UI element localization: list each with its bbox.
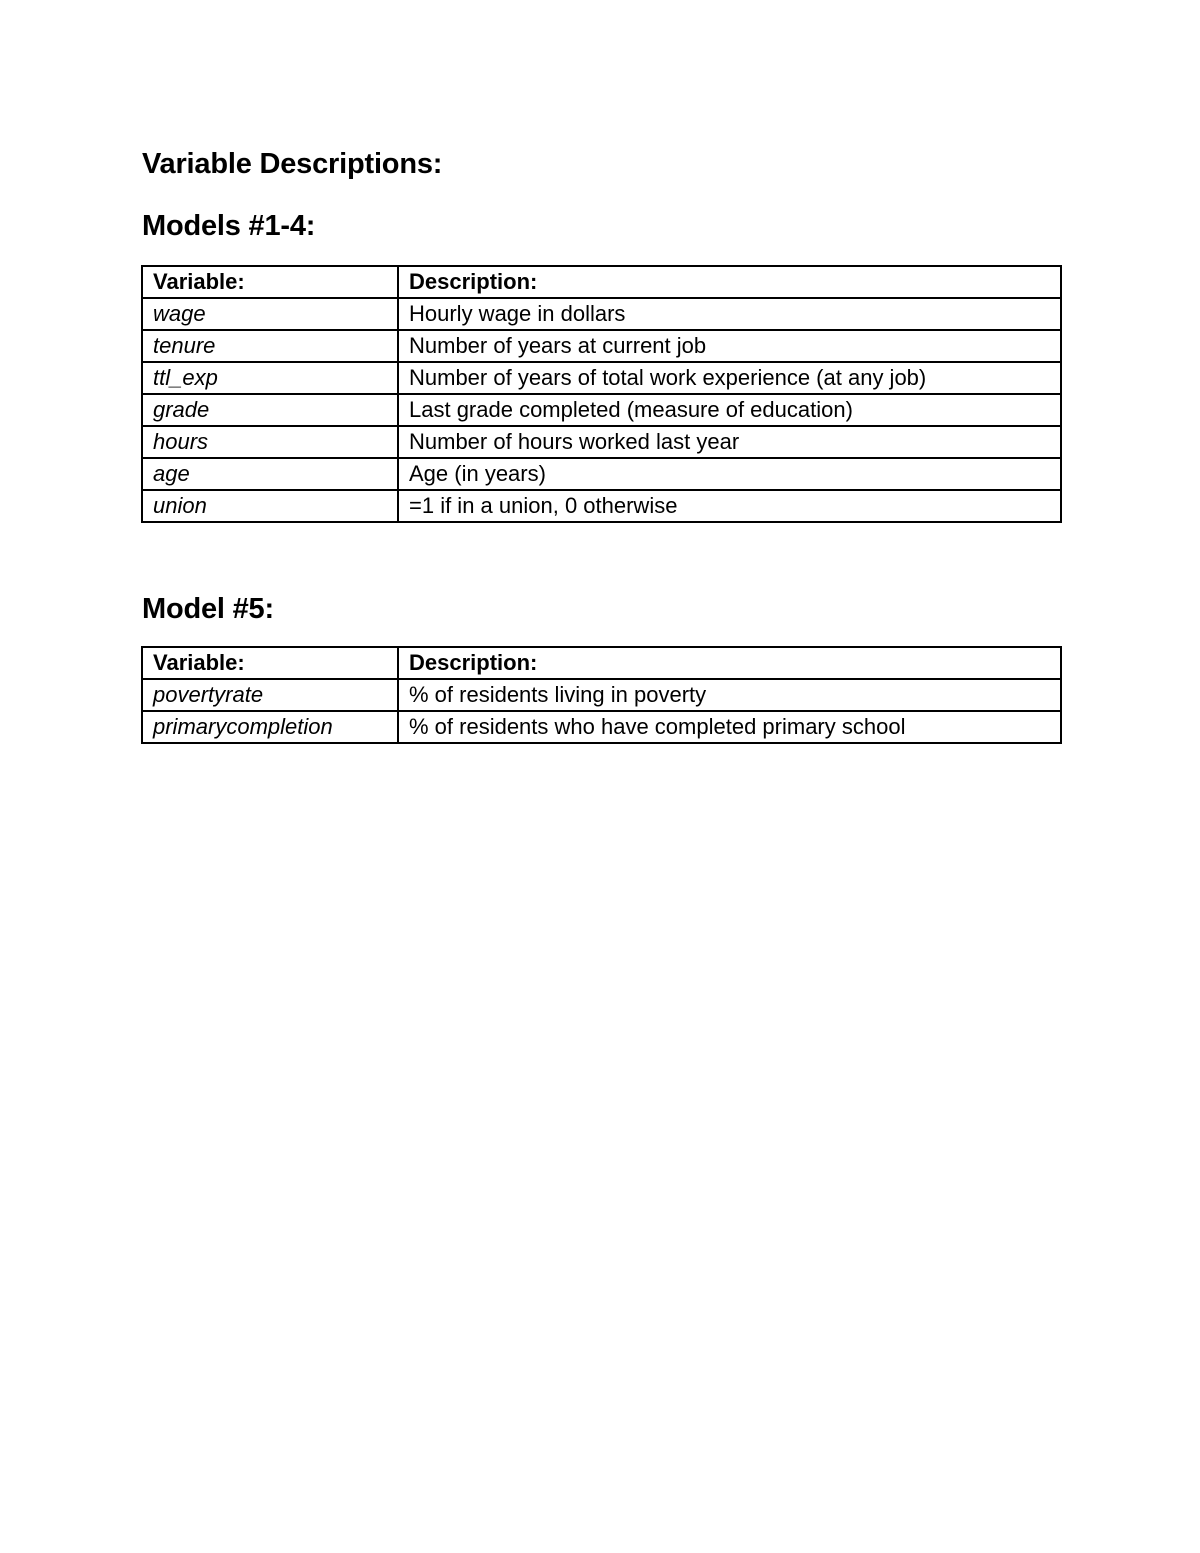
variable-name-cell: hours: [142, 426, 398, 458]
table-header-row: [142, 266, 1061, 298]
table-row: [142, 362, 1061, 394]
table-row: [142, 711, 1061, 743]
column-header-variable: Variable:: [142, 647, 398, 679]
table-row: [142, 394, 1061, 426]
variable-description-cell: Number of hours worked last year: [398, 426, 1061, 458]
variable-name-cell: tenure: [142, 330, 398, 362]
variable-name-cell: povertyrate: [142, 679, 398, 711]
page-title: Variable Descriptions:: [142, 148, 443, 180]
variable-description-cell: % of residents who have completed primary school: [398, 711, 1061, 743]
variable-description-cell: Last grade completed (measure of education): [398, 394, 1061, 426]
table-header-row: [142, 647, 1061, 679]
variable-description-cell: Number of years at current job: [398, 330, 1061, 362]
variable-name-cell: primarycompletion: [142, 711, 398, 743]
variable-description-cell: Age (in years): [398, 458, 1061, 490]
variables-table-models-1-4: [141, 265, 1062, 523]
section-heading-model-5: Model #5:: [142, 593, 274, 625]
variable-description-cell: =1 if in a union, 0 otherwise: [398, 490, 1061, 522]
table-row: [142, 490, 1061, 522]
table-row: [142, 330, 1061, 362]
table-row: [142, 298, 1061, 330]
variables-table-model-5: [141, 646, 1062, 744]
variable-name-cell: age: [142, 458, 398, 490]
table-row: [142, 458, 1061, 490]
variable-description-cell: Number of years of total work experience (at any job): [398, 362, 1061, 394]
variable-name-cell: union: [142, 490, 398, 522]
variable-description-cell: % of residents living in poverty: [398, 679, 1061, 711]
table-row: [142, 679, 1061, 711]
variable-name-cell: ttl_exp: [142, 362, 398, 394]
variable-description-cell: Hourly wage in dollars: [398, 298, 1061, 330]
variable-name-cell: grade: [142, 394, 398, 426]
variable-name-cell: wage: [142, 298, 398, 330]
table-row: [142, 426, 1061, 458]
column-header-variable: Variable:: [142, 266, 398, 298]
column-header-description: Description:: [398, 266, 1061, 298]
section-heading-models-1-4: Models #1-4:: [142, 210, 316, 242]
column-header-description: Description:: [398, 647, 1061, 679]
